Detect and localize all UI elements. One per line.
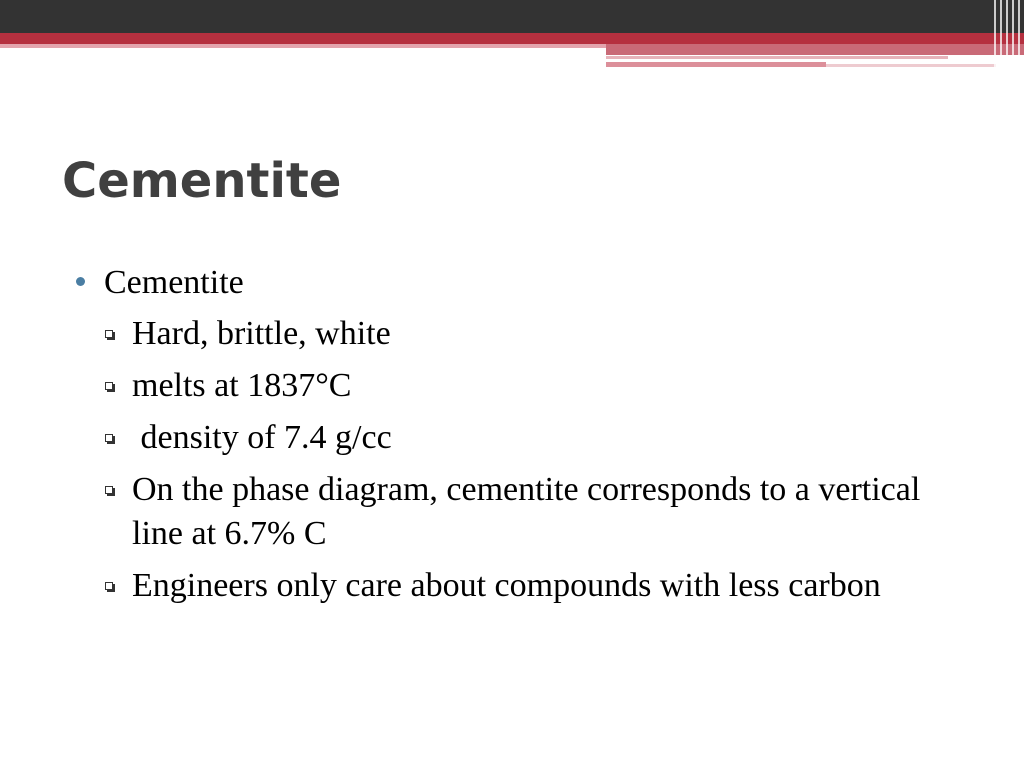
round-bullet-icon: [76, 277, 85, 286]
sub-bullet-text: melts at 1837°C: [132, 367, 352, 404]
slide-body: [74, 261, 964, 616]
square-bullet-icon: [105, 330, 113, 338]
sub-bullet-text: On the phase diagram, cementite corresponds to a vertical line at 6.7% C: [132, 471, 921, 552]
sub-bullet-item: [74, 468, 964, 556]
header-accent-line: [606, 56, 948, 59]
slide-title: Cementite: [62, 153, 342, 209]
square-bullet-icon: [105, 486, 113, 494]
header-accent-stripe: [0, 33, 1024, 44]
header-accent-stripe-right: [606, 44, 1024, 55]
header-edge-lines: [994, 0, 1024, 70]
sub-bullet-list: [74, 312, 964, 608]
header-accent-stripe-light: [0, 44, 606, 48]
header-accent-line: [606, 62, 826, 67]
square-bullet-icon: [105, 582, 113, 590]
sub-bullet-text: Hard, brittle, white: [132, 315, 391, 352]
bullet-text: Cementite: [104, 264, 244, 301]
header-accent-line: [826, 64, 996, 67]
square-bullet-icon: [105, 434, 113, 442]
header-band: [0, 0, 1024, 33]
bullet-item: [74, 261, 964, 305]
sub-bullet-item: [74, 364, 964, 408]
square-bullet-icon: [105, 382, 113, 390]
sub-bullet-item: [74, 312, 964, 356]
sub-bullet-text: Engineers only care about compounds with less carbon: [132, 567, 881, 604]
sub-bullet-item: [74, 564, 964, 608]
sub-bullet-text: density of 7.4 g/cc: [132, 419, 392, 456]
sub-bullet-item: [74, 416, 964, 460]
